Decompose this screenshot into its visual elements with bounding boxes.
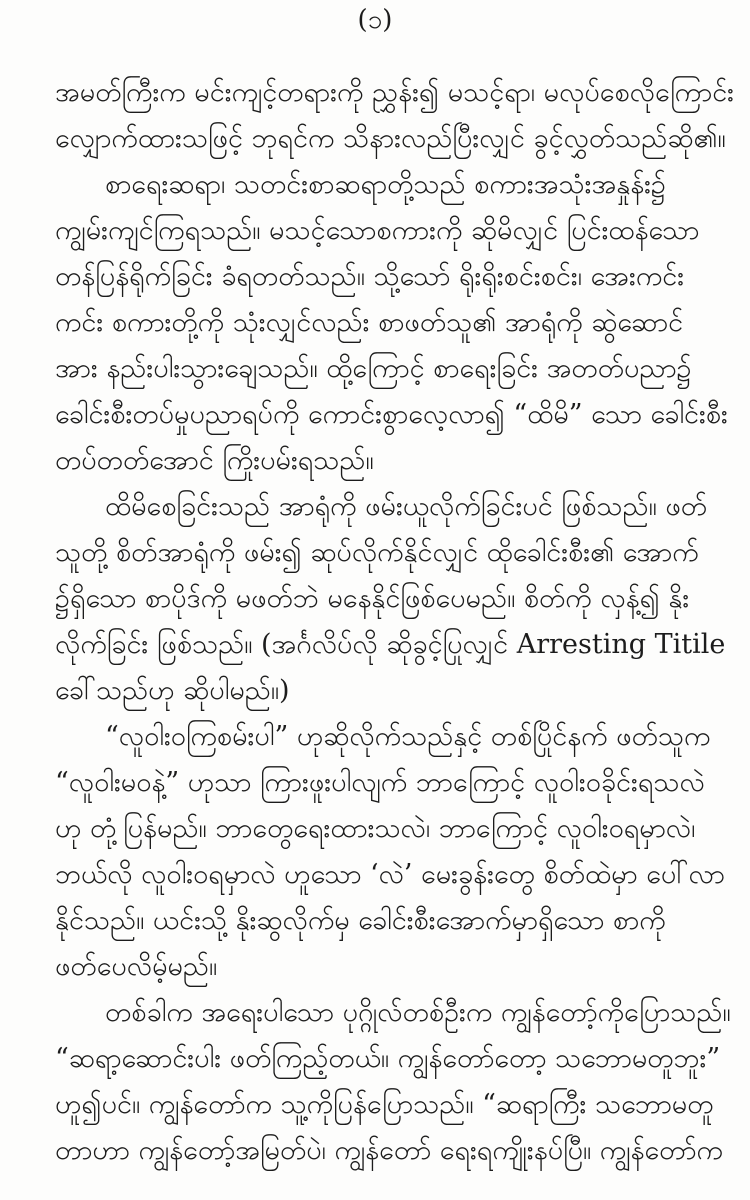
text-line: တာဟာ ကျွန်တော့်အမြတ်ပဲ၊ ကျွန်တော် ရေးရကျိုးနပ်ပြီ။ ကျွန်တော်က (55, 1135, 723, 1166)
text-line: ဟူ၍ပင်။ ကျွန်တော်က သူ့ကိုပြန်ပြောသည်။ “ဆရာကြီး သဘောမတူ (55, 1089, 714, 1120)
text-line: အား နည်းပါးသွားချေသည်။ ထို့ကြောင့် စာရေးခြင်း အတတ်ပညာ၌ (55, 353, 692, 384)
text-line: ခေါ်သည်ဟု ဆိုပါမည်။) (55, 675, 290, 706)
text-line: ဖတ်ပေလိမ့်မည်။ (55, 951, 218, 982)
text-line: နိုင်သည်။ ယင်းသို့ နိုးဆွလိုက်မှ ခေါင်းစီးအောက်မှာရှိသော စာကို (55, 905, 666, 936)
text-line: ခေါင်းစီးတပ်မှုပညာရပ်ကို ကောင်းစွာလေ့လာ၍ “ထိမိ” သော ခေါင်းစီး (55, 399, 728, 430)
text-line: လျှောက်ထားသဖြင့် ဘုရင်က သိနားလည်ပြီးလျှင် ခွင့်လွှတ်သည်ဆို၏။ (55, 123, 726, 154)
text-line: ထိမိစေခြင်းသည် အာရုံကို ဖမ်းယူလိုက်ခြင်းပင် ဖြစ်သည်။ ဖတ် (105, 491, 708, 522)
body-text (55, 70, 735, 1174)
text-line: စာရေးဆရာ၊ သတင်းစာဆရာတို့သည် စကားအသုံးအနှုန်း၌ (105, 169, 667, 200)
text-line: ကျွမ်းကျင်ကြရသည်။ မသင့်သောစကားကို ဆိုမိလျှင် ပြင်းထန်သော (55, 215, 700, 246)
text-line: တပ်တတ်အောင် ကြိုးပမ်းရသည်။ (55, 445, 374, 476)
text-line: ဟု တုံ့ပြန်မည်။ ဘာတွေရေးထားသလဲ၊ ဘာကြောင့် လူဝါးဝရမှာလဲ၊ (55, 813, 696, 844)
text-line: ဘယ်လို လူဝါးဝရမှာလဲ ဟူသော ‘လဲ’ မေးခွန်းတွေ စိတ်ထဲမှာ ပေါ်လာ (55, 859, 725, 890)
text-line: “လူဝါးဝကြစမ်းပါ” ဟုဆိုလိုက်သည်နှင့် တစ်ပြိုင်နက် ဖတ်သူက (105, 721, 711, 752)
page-number: (၁) (357, 5, 393, 35)
text-line: တန်ပြန်ရိုက်ခြင်း ခံရတတ်သည်။ သို့သော် ရိုးရိုးစင်းစင်း၊ အေးကင်း (55, 261, 685, 292)
text-line: တစ်ခါက အရေးပါသော ပုဂ္ဂိုလ်တစ်ဦးက ကျွန်တော့်ကိုပြောသည်။ (105, 997, 731, 1028)
text-line: ၌ရှိသော စာပိုဒ်ကို မဖတ်ဘဲ မနေနိုင်ဖြစ်ပေမည်။ စိတ်ကို လှန့်၍ နိုး (55, 583, 690, 614)
text-line: လိုက်ခြင်း ဖြစ်သည်။ (အင်္ဂလိပ်လို ဆိုခွင့်ပြုလျှင် Arresting Titile (55, 629, 726, 660)
text-line: “ဆရာ့ဆောင်းပါး ဖတ်ကြည့်တယ်။ ကျွန်တော်တော့ သဘောမတူဘူး” (55, 1043, 721, 1074)
text-line: ကင်း စကားတို့ကို သုံးလျှင်လည်း စာဖတ်သူ၏ အာရုံကို ဆွဲဆောင် (55, 307, 684, 338)
text-line: “လူဝါးမဝနဲ့” ဟုသာ ကြားဖူးပါလျက် ဘာကြောင့် လူဝါးဝခိုင်းရသလဲ (55, 767, 705, 798)
text-line: အမတ်ကြီးက မင်းကျင့်တရားကို ညွှန်း၍ မသင့်ရာ၊ မလုပ်စေလိုကြောင်း (55, 77, 735, 108)
text-line: သူတို့ စိတ်အာရုံကို ဖမ်း၍ ဆုပ်လိုက်နိုင်လျှင် ထိုခေါင်းစီး၏ အောက် (55, 537, 699, 568)
